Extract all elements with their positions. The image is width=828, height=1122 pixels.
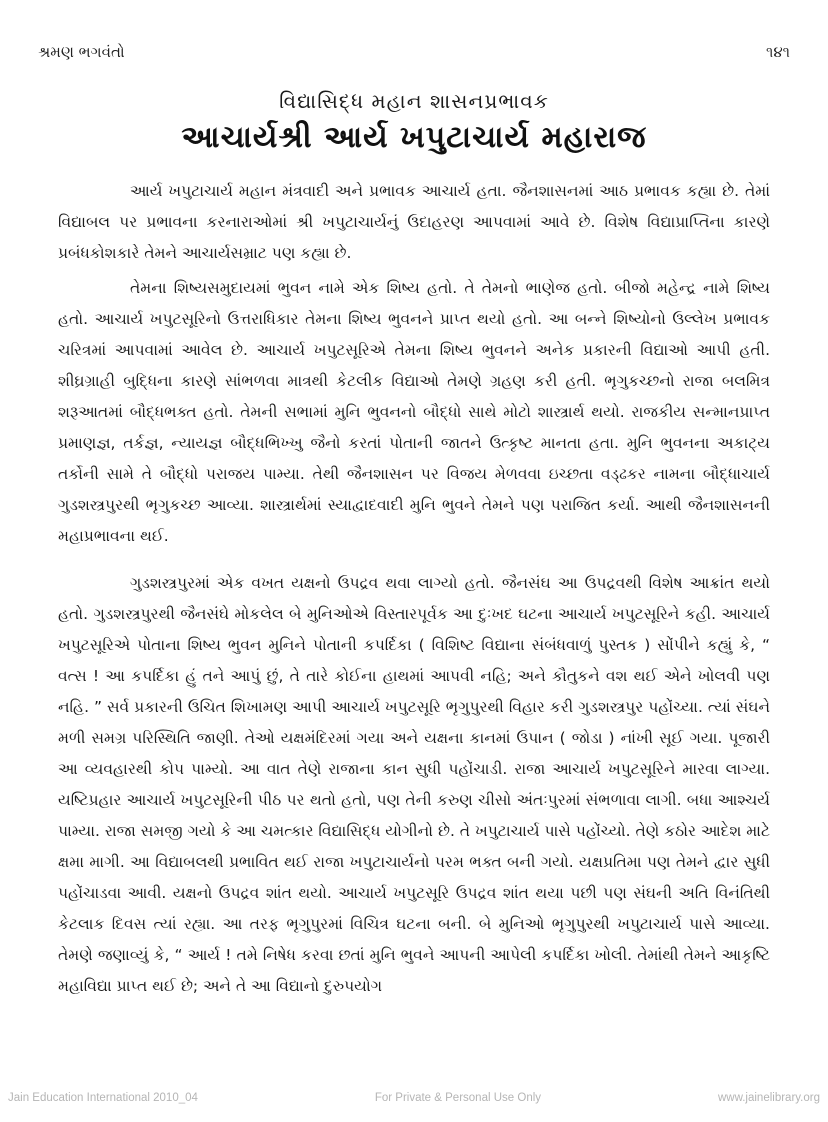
footer-publisher: Jain Education International 2010_04: [8, 1092, 198, 1104]
paragraph-1: આર્ય ખપુટાચાર્ય મહાન મંત્રવાદી અને પ્રભાવક આચાર્ય હતા. જૈનશાસનમાં આઠ પ્રભાવક કહ્યા છે. તેમાં વિદ્યાબલ પર પ્રભાવના કરનારાઓમાં શ્રી ખપુટાચાર્યનું ઉદાહરણ આપવામાં આવે છે. વિશેષ વિદ્યાપ્રાપ્તિના કારણે પ્રબંધકોશકારે તેમને આચાર્યસમ્રાટ પણ કહ્યા છે.: [58, 182, 770, 262]
title-block: [0, 86, 828, 158]
paragraph-3: ગુડશસ્ત્રપુરમાં એક વખત યક્ષનો ઉપદ્રવ થવા લાગ્યો હતો. જૈનસંઘ આ ઉપદ્રવથી વિશેષ આક્રાંત થયો હતો. ગુડશસ્ત્રપુરથી જૈનસંઘે મોકલેલ બે મુનિઓએ વિસ્તારપૂર્વક આ દુઃખદ ઘટના આચાર્ય ખપુટસૂરિને કહી. આચાર્ય ખપુટસૂરિએ પોતાના શિષ્ય ભુવન મુનિને પોતાની કપર્દિકા ( વિશિષ્ટ વિદ્યાના સંબંધવાળું પુસ્તક ) સોંપીને કહ્યું કે, “ વત્સ ! આ કપર્દિકા હું તને આપું છું, તે તારે કોઈના હાથમાં આપવી નહિ; અને કૌતુકને વશ થઈ એને ખોલવી પણ નહિ. ” સર્વ પ્રકારની ઉચિત શિખામણ આપી આચાર્ય ખપુટસૂરિ ભૃગુપુરથી વિહાર કરી ગુડશસ્ત્રપુર પહોંચ્યા. ત્યાં સંઘને મળી સમગ્ર પરિસ્થિતિ જાણી. તેઓ યક્ષમંદિરમાં ગયા અને યક્ષના કાનમાં ઉપાન ( જોડા ) નાંખી સૂઈ ગયા. પૂજારી આ વ્યવહારથી કોપ પામ્યો. આ વાત તેણે રાજાના કાન સુધી પહોંચાડી. રાજા આચાર્ય ખપુટસૂરિને મારવા લાગ્યા. યષ્ટિપ્રહાર આચાર્ય ખપુટસૂરિની પીઠ પર થતો હતો, પણ તેની કરુણ ચીસો અંતઃપુરમાં સંભળાવા લાગી. બધા આશ્ચર્ય પામ્યા. રાજા સમજી ગયો કે આ ચમત્કાર વિદ્યાસિદ્ધ યોગીનો છે. તે ખપુટાચાર્ય પાસે પહોંચ્યો. તેણે કઠોર આદેશ માટે ક્ષમા માગી. આ વિદ્યાબલથી પ્રભાવિત થઈ રાજા ખપુટાચાર્યનો પરમ ભક્ત બની ગયો. યક્ષપ્રતિમા પણ તેમને દ્વાર સુધી પહોંચાડવા આવી. યક્ષનો ઉપદ્રવ શાંત થયો. આચાર્ય ખપુટસૂરિ ઉપદ્રવ શાંત થયા પછી પણ સંઘની અતિ વિનંતિથી કેટલાક દિવસ ત્યાં રહ્યા. આ તરફ ભૃગુપુરમાં વિચિત્ર ઘટના બની. બે મુનિઓ ભૃગુપુરથી ખપુટાચાર્ય પાસે આવ્યા. તેમણે જણાવ્યું કે, “ આર્ય ! તમે નિષેધ કરવા છતાં મુનિ ભુવને આપની આપેલી કપર્દિકા ખોલી. તેમાંથી તેમને આકૃષ્ટિ મહાવિદ્યા પ્રાપ્ત થઈ છે; અને તે આ વિદ્યાનો દુરુપયોગ: [58, 574, 770, 995]
paragraph-2: તેમના શિષ્યસમુદાયમાં ભુવન નામે એક શિષ્ય હતો. તે તેમનો ભાણેજ હતો. બીજો મહેન્દ્ર નામે શિષ્ય હતો. આચાર્ય ખપુટસૂરિનો ઉત્તરાધિકાર તેમના શિષ્ય ભુવનને પ્રાપ્ત થયો હતો. આ બન્ને શિષ્યોનો ઉલ્લેખ પ્રભાવક ચરિત્રમાં આપવામાં આવેલ છે. આચાર્ય ખપુટસૂરિએ તેમના શિષ્ય ભુવનને અનેક પ્રકારની વિદ્યાઓ આપી હતી. શીઘ્રગ્રાહી બુદ્ધિના કારણે સાંભળવા માત્રથી કેટલીક વિદ્યાઓ તેમણે ગ્રહણ કરી હતી. ભૃગુકચ્છનો રાજા બલમિત્ર શરૂઆતમાં બૌદ્ધભક્ત હતો. તેમની સભામાં મુનિ ભુવનનો બૌદ્ધો સાથે મોટો શાસ્ત્રાર્થ થયો. રાજકીય સન્માનપ્રાપ્ત પ્રમાણજ્ઞ, તર્કજ્ઞ, ન્યાયજ્ઞ બૌદ્ધભિખ્ખુ જૈનો કરતાં પોતાની જાતને ઉત્કૃષ્ટ માનતા હતા. મુનિ ભુવનના અકાટ્ય તર્કોની સામે તે બૌદ્ધો પરાજય પામ્યા. તેથી જૈનશાસન પર વિજય મેળવવા ઇચ્છતા વડ્ઢકર નામના બૌદ્ધાચાર્ય ગુડશસ્ત્રપુરથી ભૃગુકચ્છ આવ્યા. શાસ્ત્રાર્થમાં સ્યાદ્વાદવાદી મુનિ ભુવને તેમને પણ પરાજિત કર્યા. આથી જૈનશાસનની મહાપ્રભાવના થઈ.: [58, 279, 770, 545]
footer-website: www.jainelibrary.org: [717, 1092, 820, 1104]
running-title: શ્રમણ ભગવંતો: [38, 43, 125, 61]
footer-usage-note: For Private & Personal Use Only: [374, 1092, 542, 1104]
chapter-title: આચાર્યશ્રી આર્ય ખપુટાચાર્ય મહારાજ: [181, 120, 647, 155]
running-header: [38, 40, 790, 64]
page-number: ૧૪૧: [765, 43, 790, 61]
chapter-subtitle: વિદ્યાસિદ્ધ મહાન શાસનપ્રભાવક: [279, 89, 549, 113]
page-footer: [8, 1092, 820, 1104]
body-text: [58, 176, 770, 1002]
